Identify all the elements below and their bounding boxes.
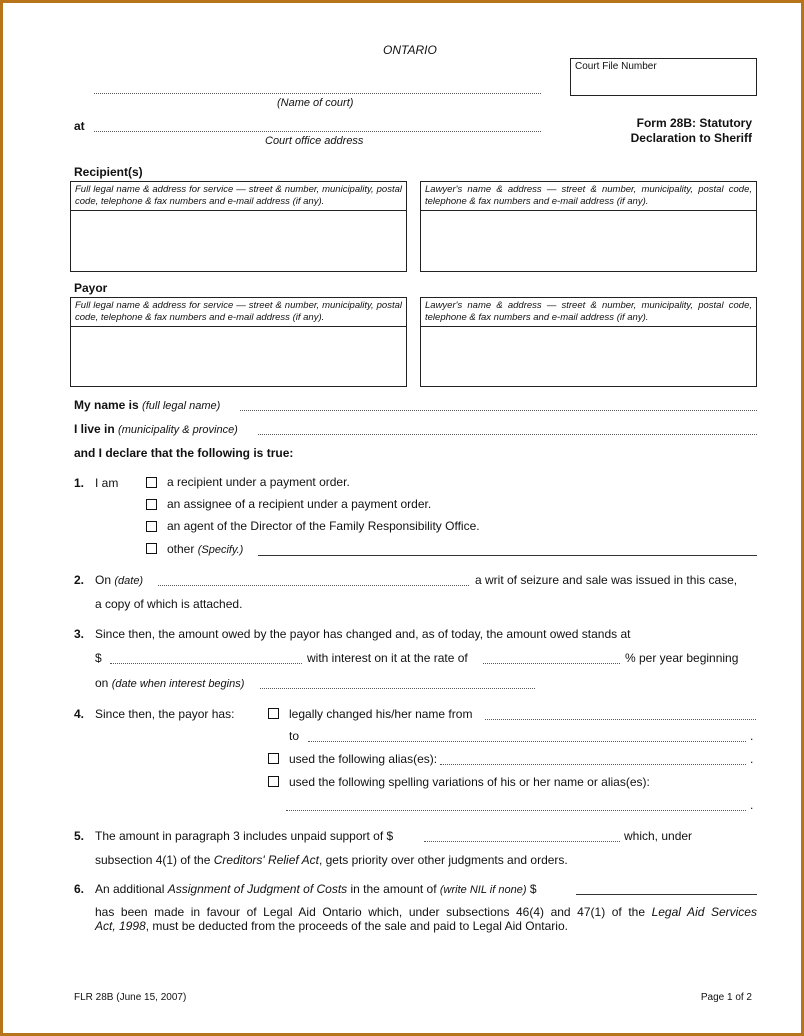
- recipient-party-hint: Full legal name & address for service — street & number, municipality, postal code, telephone & fax numbers and e-mail address (if any).: [71, 182, 406, 211]
- para6-line2: [95, 905, 757, 919]
- para4-alias-period: .: [750, 752, 754, 766]
- para3-on-label: on: [95, 676, 109, 690]
- para2-date-line[interactable]: [158, 585, 469, 586]
- para3-amount-line[interactable]: [110, 663, 302, 664]
- para1-option-agent: an agent of the Director of the Family Responsibility Office.: [167, 519, 480, 533]
- para1-other-row: [167, 542, 243, 556]
- payor-party-hint: Full legal name & address for service — street & number, municipality, postal code, telephone & fax numbers and e-mail address (if any).: [71, 298, 406, 327]
- para5-text1-end: which, under: [624, 829, 693, 843]
- para4-to-period: .: [750, 729, 754, 743]
- para1-other-line[interactable]: [258, 555, 757, 556]
- para6-text-b: in the amount of: [347, 882, 440, 896]
- para6-act-line3: Act, 1998: [95, 919, 146, 933]
- recipient-lawyer-hint: Lawyer's name & address — street & number, municipality, postal code, telephone & fax numbers and e-mail address (if any).: [421, 182, 756, 211]
- para6-line3-b: , must be deducted from the proceeds of the sale and paid to Legal Aid Ontario.: [145, 919, 568, 933]
- para4-spelling-line[interactable]: [286, 810, 746, 811]
- court-file-number-label: Court File Number: [575, 61, 657, 72]
- payor-heading: Payor: [74, 281, 108, 295]
- para2-number: 2.: [74, 573, 85, 587]
- para2-on-label: On: [95, 573, 112, 587]
- form-title-line1: Form 28B: Statutory: [636, 116, 752, 130]
- name-of-court-line[interactable]: [94, 93, 541, 94]
- para3-percent-text: % per year beginning: [625, 651, 739, 665]
- para4-opt1-label: legally changed his/her name from: [289, 707, 473, 721]
- para1-agent-checkbox[interactable]: [146, 521, 157, 532]
- form-page: [10, 8, 794, 1028]
- payor-lawyer-hint: Lawyer's name & address — street & number, municipality, postal code, telephone & fax numbers and e-mail address (if any).: [421, 298, 756, 327]
- province-title: ONTARIO: [383, 43, 437, 57]
- para1-other-label: other: [167, 542, 195, 556]
- para3-on-row: [95, 676, 244, 690]
- recipient-heading: Recipient(s): [74, 165, 143, 179]
- footer-form-ref: FLR 28B (June 15, 2007): [74, 992, 187, 1003]
- live-in-label: I live in: [74, 422, 115, 436]
- para1-lead: I am: [95, 476, 119, 490]
- para1-option-assignee: an assignee of a recipient under a payment order.: [167, 497, 432, 511]
- name-of-court-label: (Name of court): [277, 97, 354, 109]
- para2-line2: a copy of which is attached.: [95, 597, 243, 611]
- para4-lead: Since then, the payor has:: [95, 707, 235, 721]
- para4-opt2-label: used the following alias(es):: [289, 752, 438, 766]
- para5-line2: [95, 853, 568, 867]
- para6-nil-hint: (write NIL if none): [439, 884, 527, 896]
- para6-assignment: Assignment of Judgment of Costs: [167, 882, 348, 896]
- para6-amount-line[interactable]: [576, 894, 757, 895]
- para6-line1: [95, 882, 537, 896]
- court-file-number-field[interactable]: [570, 58, 757, 96]
- para3-dollar-sign: $: [95, 651, 102, 665]
- para6-text-c: $: [526, 882, 537, 896]
- live-in-row: [74, 422, 238, 436]
- footer-page-number: Page 1 of 2: [700, 992, 752, 1003]
- declare-text: and I declare that the following is true:: [74, 446, 294, 460]
- recipient-lawyer-box[interactable]: [420, 181, 757, 272]
- para5-number: 5.: [74, 829, 85, 843]
- para6-line3: [95, 919, 568, 933]
- para3-line1: Since then, the amount owed by the payor has changed and, as of today, the amount owed stands at: [95, 627, 631, 641]
- para4-name-change-checkbox[interactable]: [268, 708, 279, 719]
- at-label: at: [74, 119, 85, 133]
- para6-text-a: An additional: [95, 882, 168, 896]
- para2-on-row: [95, 573, 143, 587]
- para2-date-hint: (date): [114, 575, 144, 587]
- para6-number: 6.: [74, 882, 85, 896]
- para5-amount-line[interactable]: [424, 841, 620, 842]
- para4-to-line[interactable]: [308, 741, 746, 742]
- para3-number: 3.: [74, 627, 85, 641]
- para6-act-line2: Legal Aid Services: [651, 905, 757, 919]
- para1-recipient-checkbox[interactable]: [146, 477, 157, 488]
- payor-lawyer-box[interactable]: [420, 297, 757, 387]
- my-name-label: My name is: [74, 398, 139, 412]
- para5-act-name: Creditors' Relief Act: [213, 853, 319, 867]
- court-office-address-label: Court office address: [265, 135, 364, 147]
- para3-interest-text: with interest on it at the rate of: [307, 651, 468, 665]
- live-in-hint: (municipality & province): [118, 424, 238, 436]
- para1-assignee-checkbox[interactable]: [146, 499, 157, 510]
- para6-line2-a: has been made in favour of Legal Aid Ontario which, under subsections 46(4) and 47(1) of the: [95, 905, 652, 919]
- para3-rate-line[interactable]: [483, 663, 620, 664]
- para4-alias-checkbox[interactable]: [268, 753, 279, 764]
- live-in-line[interactable]: [258, 434, 757, 435]
- para4-spelling-period: .: [750, 798, 754, 812]
- para4-alias-line[interactable]: [440, 764, 746, 765]
- para1-option-recipient: a recipient under a payment order.: [167, 475, 350, 489]
- para3-date-hint: (date when interest begins): [111, 678, 245, 690]
- para4-from-line[interactable]: [485, 719, 756, 720]
- para1-other-hint: (Specify.): [197, 544, 244, 556]
- my-name-hint: (full legal name): [142, 400, 221, 412]
- para1-number: 1.: [74, 476, 85, 490]
- para5-line2-a: subsection 4(1) of the: [95, 853, 214, 867]
- para4-number: 4.: [74, 707, 85, 721]
- para4-spelling-checkbox[interactable]: [268, 776, 279, 787]
- para3-date-line[interactable]: [260, 688, 535, 689]
- para4-to-label: to: [289, 729, 300, 743]
- payor-party-box[interactable]: [70, 297, 407, 387]
- my-name-row: [74, 398, 220, 412]
- my-name-line[interactable]: [240, 410, 757, 411]
- para4-opt3-label: used the following spelling variations of his or her name or alias(es):: [289, 775, 650, 789]
- recipient-party-box[interactable]: [70, 181, 407, 272]
- para5-line2-b: , gets priority over other judgments and orders.: [318, 853, 568, 867]
- para5-text1: The amount in paragraph 3 includes unpaid support of $: [95, 829, 394, 843]
- court-office-address-line[interactable]: [94, 131, 541, 132]
- form-title-line2: Declaration to Sheriff: [630, 131, 752, 145]
- para2-text-after: a writ of seizure and sale was issued in this case,: [475, 573, 738, 587]
- para1-other-checkbox[interactable]: [146, 543, 157, 554]
